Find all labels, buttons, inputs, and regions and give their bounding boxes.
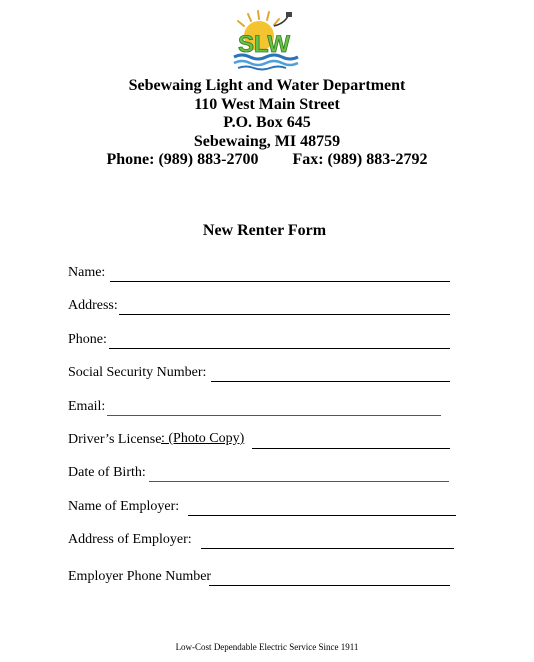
drivers-license-blank-line[interactable] (252, 448, 450, 449)
dob-label: Date of Birth: (68, 465, 146, 480)
ssn-blank-line[interactable] (211, 381, 450, 382)
fax-number: Fax: (989) 883-2792 (292, 151, 428, 168)
employer-phone-blank-line[interactable] (209, 585, 450, 586)
contact-line (0, 151, 534, 170)
phone-label: Phone: (68, 332, 107, 347)
employer-name-label: Name of Employer: (68, 499, 180, 514)
employer-address-label: Address of Employer: (68, 532, 192, 547)
department-name: Sebewaing Light and Water Department (128, 77, 406, 94)
letterhead (0, 77, 534, 170)
photo-copy-hint: : (Photo Copy) (161, 431, 245, 446)
name-blank-line[interactable] (110, 281, 450, 282)
name-label: Name: (68, 265, 106, 280)
city-state-zip: Sebewaing, MI 48759 (193, 132, 341, 150)
email-blank-line[interactable] (107, 415, 441, 416)
sun-water-logo-icon (226, 10, 302, 72)
street-address: 110 West Main Street (194, 95, 340, 113)
phone-blank-line[interactable] (109, 348, 450, 349)
footer-tagline: Low-Cost Dependable Electric Service Since 1911 (175, 642, 359, 652)
address-label: Address: (68, 298, 118, 313)
phone-number: Phone: (989) 883-2700 (106, 151, 259, 168)
form-title: New Renter Form (202, 222, 327, 239)
employer-address-blank-line[interactable] (201, 548, 454, 549)
email-label: Email: (68, 399, 106, 414)
ssn-label: Social Security Number: (68, 365, 207, 380)
logo-text: SLW (238, 31, 290, 58)
po-box: P.O. Box 645 (223, 114, 311, 131)
dob-blank-line[interactable] (149, 481, 449, 482)
employer-name-blank-line[interactable] (188, 515, 456, 516)
slw-logo (226, 10, 302, 72)
address-blank-line[interactable] (119, 314, 450, 315)
employer-phone-label: Employer Phone Number (68, 569, 212, 584)
drivers-license-label: Driver’s License (68, 432, 162, 447)
